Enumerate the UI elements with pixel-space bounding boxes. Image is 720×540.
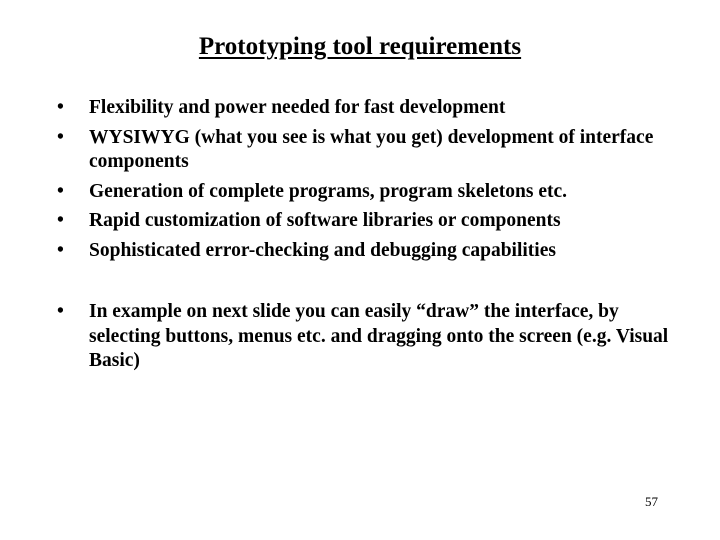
bullet-item-generation [0,180,720,205]
bullet-icon: • [57,239,64,261]
slide-title: Prototyping tool requirements [198,33,522,60]
bullet-item-error-checking [0,239,720,264]
bullet-text: Generation of complete programs, program skeletons etc. [89,180,568,202]
bullet-list [0,96,720,379]
bullet-icon: • [57,301,64,322]
bullet-item-customization [0,209,720,234]
bullet-item-flexibility [0,96,720,121]
bullet-text: Sophisticated error-checking and debugging capabilities [89,239,556,261]
bullet-text: In example on next slide you can easily “draw” the interface, by selecting buttons, menus etc. and dragging onto the screen (e.g. Visual Basic) [89,301,669,371]
bullet-text: WYSIWYG (what you see is what you get) development of interface components [89,126,654,172]
bullet-item-example [0,300,720,374]
bullet-icon: • [57,210,64,231]
bullet-icon: • [57,97,64,118]
bullet-text: Flexibility and power needed for fast development [89,97,506,118]
bullet-icon: • [57,126,64,148]
bullet-item-wysiwyg [0,126,720,175]
page-number: 57 [645,494,658,509]
bullet-text: Rapid customization of software libraries or components [89,210,561,231]
bullet-icon: • [57,180,64,202]
